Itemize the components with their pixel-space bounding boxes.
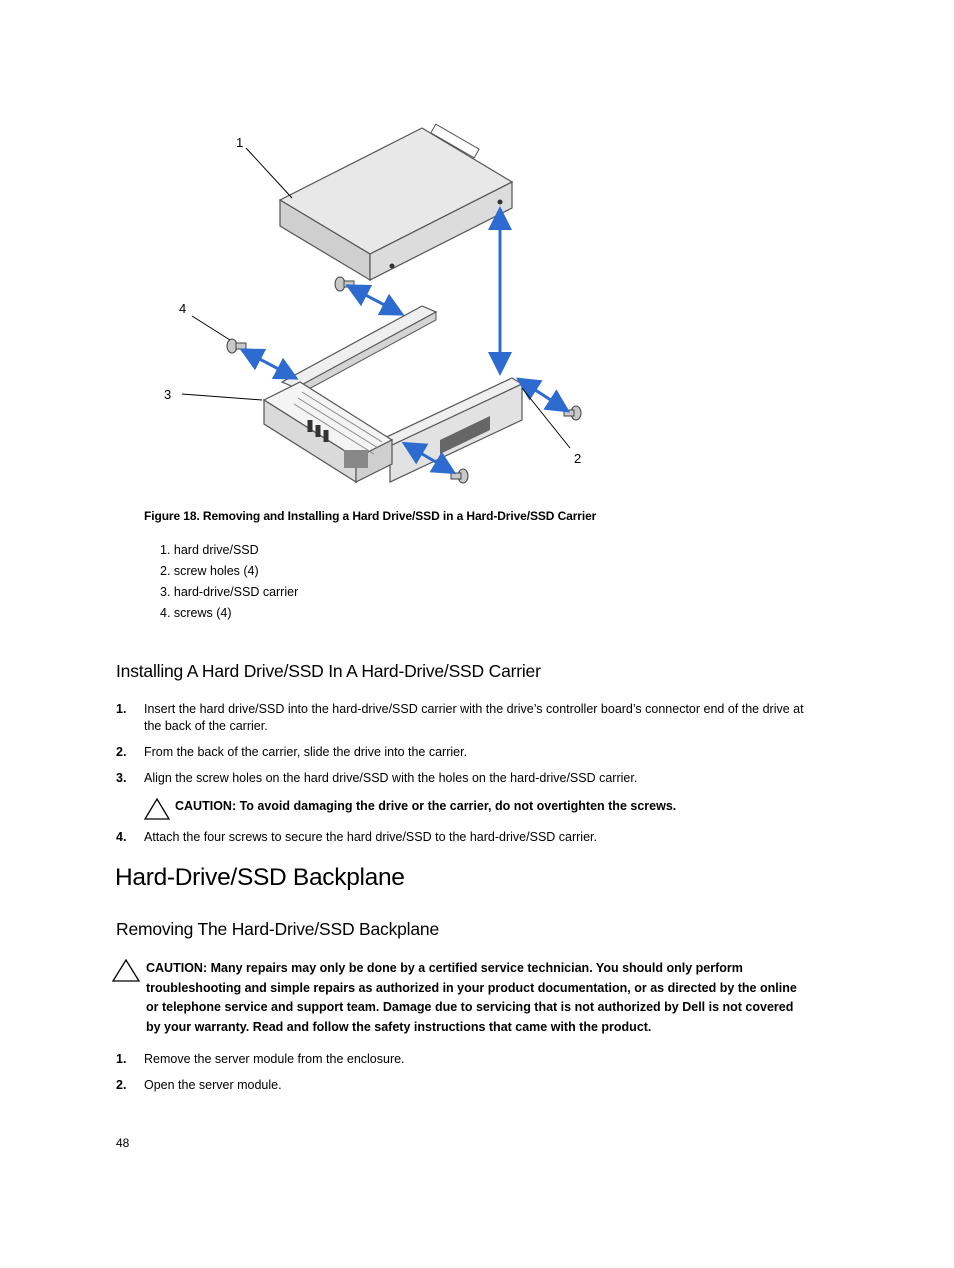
legend-item: 4. screws (4) bbox=[160, 606, 232, 620]
carrier-shape bbox=[264, 306, 522, 490]
step-text: Attach the four screws to secure the hard drive/SSD to the hard-drive/SSD carrier. bbox=[144, 830, 597, 844]
section-heading-installing: Installing A Hard Drive/SSD In A Hard-Drive/SSD Carrier bbox=[116, 661, 541, 681]
section-heading-removing: Removing The Hard-Drive/SSD Backplane bbox=[116, 919, 439, 939]
legend-item: 1. hard drive/SSD bbox=[160, 543, 259, 557]
callout-1: 1 bbox=[236, 135, 244, 150]
caution-text: CAUTION: To avoid damaging the drive or the carrier, do not overtighten the screws. bbox=[175, 799, 677, 813]
step-number: 2. bbox=[116, 745, 127, 759]
drive-carrier-illustration bbox=[150, 120, 600, 490]
step-text: Remove the server module from the enclosure. bbox=[144, 1052, 405, 1066]
caution-icon bbox=[112, 958, 140, 983]
step-number: 1. bbox=[116, 1052, 127, 1066]
figure-legend bbox=[160, 540, 298, 624]
page-title: Hard-Drive/SSD Backplane bbox=[115, 864, 405, 891]
hard-drive-shape bbox=[280, 124, 512, 280]
callout-4: 4 bbox=[179, 301, 187, 316]
step-number: 2. bbox=[116, 1078, 127, 1092]
drive-carrier-diagram bbox=[150, 120, 600, 490]
step-text: Open the server module. bbox=[144, 1078, 282, 1092]
step-text: Insert the hard drive/SSD into the hard-drive/SSD carrier with the drive’s controller board’s connector end of the drive at the back of the carrier. bbox=[144, 702, 804, 733]
figure-caption: Figure 18. Removing and Installing a Hard Drive/SSD in a Hard-Drive/SSD Carrier bbox=[144, 509, 597, 523]
callout-2: 2 bbox=[574, 451, 582, 466]
page-number: 48 bbox=[116, 1136, 130, 1150]
caution-icon bbox=[144, 797, 170, 821]
legend-item: 2. screw holes (4) bbox=[160, 564, 259, 578]
step-number: 1. bbox=[116, 702, 127, 716]
step-text: From the back of the carrier, slide the drive into the carrier. bbox=[144, 745, 468, 759]
caution-text: CAUTION: Many repairs may only be done by a certified service technician. You should only perform troubleshooting and simple repairs as authorized in your product documentation, or as directed by the online or telephone service and support team. Damage due to servicing that is not authorized by Dell is not covered by your warranty. Read and follow the safety instructions that came with the product. bbox=[146, 961, 797, 1034]
legend-item: 3. hard-drive/SSD carrier bbox=[160, 585, 299, 599]
step-number: 3. bbox=[116, 771, 127, 785]
step-text: Align the screw holes on the hard drive/SSD with the holes on the hard-drive/SSD carrier. bbox=[144, 771, 638, 785]
callout-3: 3 bbox=[164, 387, 172, 402]
step-number: 4. bbox=[116, 830, 127, 844]
